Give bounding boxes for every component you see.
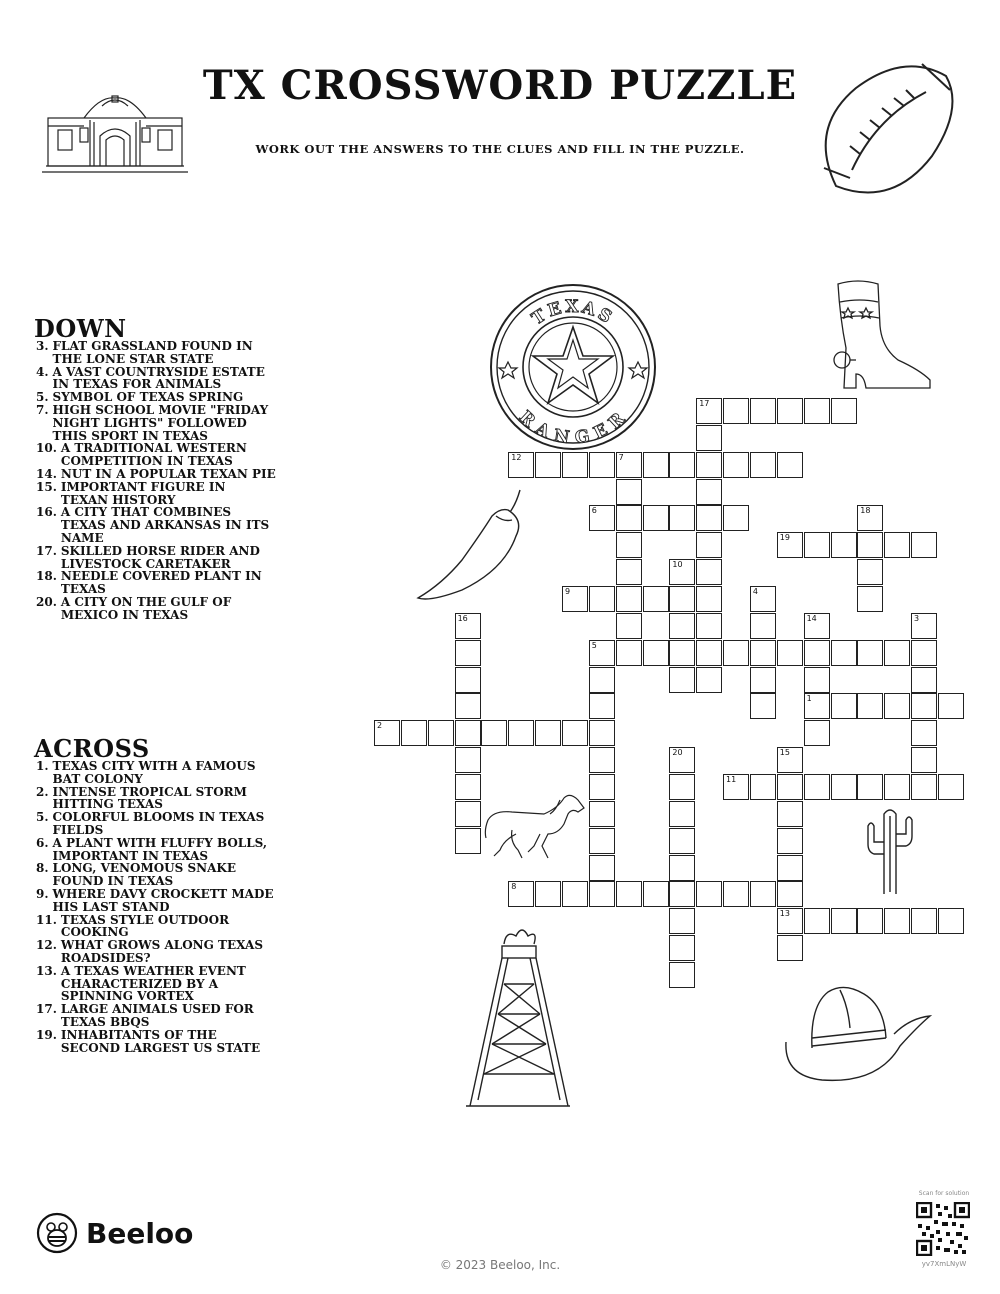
crossword-cell[interactable] (857, 532, 883, 558)
cell-number: 10 (672, 560, 683, 570)
clue-text: LONG, VENOMOUS SNAKE FOUND IN TEXAS (52, 861, 237, 889)
crossword-cell[interactable] (804, 720, 830, 746)
crossword-cell[interactable] (777, 828, 803, 854)
cell-number: 8 (511, 882, 517, 892)
crossword-cell[interactable] (589, 667, 615, 693)
crossword-cell[interactable] (616, 452, 642, 478)
across-clue (36, 760, 276, 786)
down-clue (36, 481, 276, 507)
clue-text: A CITY THAT COMBINES TEXAS AND ARKANSAS IN ITS NAME (60, 505, 270, 545)
across-clue (36, 914, 276, 940)
crossword-cell[interactable] (455, 774, 481, 800)
crossword-cell[interactable] (455, 693, 481, 719)
across-clue (36, 888, 276, 914)
cell-number: 5 (591, 640, 597, 650)
crossword-cell[interactable] (777, 398, 803, 424)
down-clue (36, 506, 276, 544)
crossword-cell[interactable] (669, 855, 695, 881)
crossword-cell[interactable] (857, 640, 883, 666)
cell-number: 18 (860, 506, 871, 516)
clue-number: 4. (36, 364, 49, 379)
across-heading: ACROSS (34, 734, 150, 763)
cell-number: 20 (672, 748, 683, 757)
crossword-cell[interactable] (911, 532, 937, 558)
crossword-cell[interactable] (374, 720, 400, 746)
crossword-cell[interactable] (938, 908, 964, 934)
crossword-cell[interactable] (750, 640, 776, 666)
crossword-cell[interactable] (911, 693, 937, 719)
crossword-cell[interactable] (857, 505, 883, 531)
crossword-cell[interactable] (750, 774, 776, 800)
clue-text: TEXAS STYLE OUTDOOR COOKING (60, 912, 230, 940)
crossword-cell[interactable] (777, 935, 803, 961)
cell-number: 16 (457, 613, 468, 623)
crossword-cell[interactable] (589, 828, 615, 854)
horse-illustration (482, 790, 586, 862)
clue-text: LARGE ANIMALS USED FOR TEXAS BBQS (60, 1002, 254, 1029)
crossword-cell[interactable] (750, 667, 776, 693)
crossword-cell[interactable] (884, 693, 910, 719)
down-clue (36, 442, 276, 468)
crossword-cell[interactable] (589, 452, 615, 478)
crossword-cell[interactable] (669, 613, 695, 639)
clue-number: 14. (36, 466, 57, 481)
clue-number: 17. (36, 1002, 57, 1017)
chili-pepper-illustration (412, 486, 527, 606)
crossword-cell[interactable] (696, 479, 722, 505)
crossword-cell[interactable] (669, 774, 695, 800)
clue-text: INTENSE TROPICAL STORM HITTING TEXAS (52, 784, 247, 812)
clue-text: NUT IN A POPULAR TEXAN PIE (60, 466, 276, 481)
down-clue-list (36, 340, 276, 622)
down-clue (36, 596, 276, 622)
clue-text: NEEDLE COVERED PLANT IN TEXAS (60, 569, 262, 597)
crossword-cell[interactable] (884, 908, 910, 934)
crossword-cell[interactable] (777, 801, 803, 827)
crossword-cell[interactable] (777, 532, 803, 558)
across-clue (36, 1003, 276, 1029)
clue-number: 15. (36, 479, 57, 494)
oil-derrick-illustration (462, 924, 574, 1110)
clue-number: 9. (36, 886, 49, 901)
crossword-cell[interactable] (831, 774, 857, 800)
across-clue (36, 811, 276, 837)
crossword-cell[interactable] (911, 720, 937, 746)
clue-number: 6. (36, 835, 49, 850)
crossword-cell[interactable] (777, 774, 803, 800)
across-clue (36, 837, 276, 863)
down-clue (36, 404, 276, 442)
crossword-cell[interactable] (669, 881, 695, 907)
crossword-cell[interactable] (669, 962, 695, 988)
crossword-cell[interactable] (589, 720, 615, 746)
down-clue (36, 366, 276, 392)
crossword-cell[interactable] (696, 881, 722, 907)
crossword-cell[interactable] (696, 452, 722, 478)
clue-text: FLAT GRASSLAND FOUND IN THE LONE STAR STATE (52, 339, 253, 366)
crossword-cell[interactable] (669, 586, 695, 612)
cowboy-boot-illustration (826, 278, 936, 393)
across-clue-list (36, 760, 276, 1054)
crossword-cell[interactable] (616, 479, 642, 505)
alamo-illustration (40, 92, 190, 174)
crossword-cell[interactable] (455, 667, 481, 693)
clue-number: 18. (36, 569, 57, 584)
down-clue (36, 468, 276, 481)
down-heading: DOWN (34, 314, 127, 343)
cell-number: 15 (779, 748, 790, 757)
clue-number: 3. (36, 339, 49, 353)
clue-number: 7. (36, 402, 49, 417)
crossword-cell[interactable] (857, 693, 883, 719)
crossword-cell[interactable] (669, 747, 695, 773)
crossword-cell[interactable] (911, 774, 937, 800)
crossword-cell[interactable] (696, 505, 722, 531)
crossword-cell[interactable] (589, 881, 615, 907)
page-instructions: WORK OUT THE ANSWERS TO THE CLUES AND FILL IN THE PUZZLE. (255, 142, 745, 156)
clue-text: A PLANT WITH FLUFFY BOLLS, IMPORTANT IN TEXAS (52, 835, 268, 863)
clue-number: 13. (36, 963, 57, 978)
clue-number: 17. (36, 543, 57, 558)
crossword-cell[interactable] (857, 908, 883, 934)
crossword-cell[interactable] (616, 881, 642, 907)
clue-text: A CITY ON THE GULF OF MEXICO IN TEXAS (60, 594, 232, 622)
cell-number: 3 (914, 613, 920, 623)
cell-number: 12 (511, 452, 522, 462)
crossword-cell[interactable] (804, 908, 830, 934)
cell-number: 14 (806, 613, 817, 623)
crossword-cell[interactable] (616, 613, 642, 639)
crossword-cell[interactable] (857, 774, 883, 800)
crossword-cell[interactable] (643, 881, 669, 907)
crossword-cell[interactable] (589, 855, 615, 881)
crossword-cell[interactable] (669, 559, 695, 585)
crossword-cell[interactable] (616, 640, 642, 666)
crossword-cell[interactable] (455, 640, 481, 666)
crossword-cell[interactable] (562, 720, 588, 746)
crossword-cell[interactable] (696, 425, 722, 451)
crossword-cell[interactable] (723, 640, 749, 666)
crossword-cell[interactable] (857, 586, 883, 612)
crossword-cell[interactable] (589, 640, 615, 666)
cell-number: 9 (565, 587, 571, 596)
crossword-cell[interactable] (777, 908, 803, 934)
crossword-cell[interactable] (804, 532, 830, 558)
crossword-cell[interactable] (911, 908, 937, 934)
crossword-cell[interactable] (804, 640, 830, 666)
clue-number: 10. (36, 441, 57, 456)
football-illustration (814, 58, 964, 208)
clue-number: 20. (36, 594, 57, 609)
crossword-cell[interactable] (804, 667, 830, 693)
clue-number: 8. (36, 861, 49, 876)
crossword-cell[interactable] (589, 586, 615, 612)
cowboy-hat-illustration (782, 980, 932, 1090)
crossword-cell[interactable] (562, 881, 588, 907)
crossword-cell[interactable] (455, 747, 481, 773)
crossword-cell[interactable] (723, 774, 749, 800)
crossword-cell[interactable] (616, 586, 642, 612)
cell-number: 17 (699, 399, 710, 408)
crossword-cell[interactable] (696, 586, 722, 612)
crossword-cell[interactable] (669, 452, 695, 478)
crossword-cell[interactable] (723, 452, 749, 478)
crossword-cell[interactable] (857, 559, 883, 585)
crossword-cell[interactable] (643, 640, 669, 666)
across-clue (36, 1029, 276, 1055)
crossword-cell[interactable] (831, 398, 857, 424)
crossword-cell[interactable] (696, 532, 722, 558)
clue-text: IMPORTANT FIGURE IN TEXAN HISTORY (60, 479, 226, 507)
crossword-cell[interactable] (696, 613, 722, 639)
cell-number: 4 (752, 587, 758, 596)
brand-logo (36, 1212, 193, 1254)
crossword-cell[interactable] (508, 720, 534, 746)
clue-text: A TEXAS WEATHER EVENT CHARACTERIZED BY A SPINNING VORTEX (60, 963, 246, 1004)
copyright-text: © 2023 Beeloo, Inc. (439, 1258, 561, 1272)
crossword-cell[interactable] (777, 452, 803, 478)
crossword-cell[interactable] (589, 693, 615, 719)
clue-text: WHAT GROWS ALONG TEXAS ROADSIDES? (60, 938, 263, 965)
crossword-cell[interactable] (669, 935, 695, 961)
clue-text: SKILLED HORSE RIDER AND LIVESTOCK CARETAKER (60, 543, 260, 571)
crossword-cell[interactable] (616, 559, 642, 585)
clue-number: 5. (36, 390, 49, 405)
down-clue (36, 570, 276, 596)
crossword-cell[interactable] (535, 720, 561, 746)
texas-ranger-badge (488, 282, 658, 452)
crossword-cell[interactable] (643, 452, 669, 478)
cell-number: 6 (591, 506, 597, 516)
across-clue (36, 862, 276, 888)
clue-text: TEXAS CITY WITH A FAMOUS BAT COLONY (52, 759, 256, 786)
crossword-cell[interactable] (589, 774, 615, 800)
page-title: TX CROSSWORD PUZZLE (202, 62, 798, 109)
crossword-cell[interactable] (911, 613, 937, 639)
crossword-cell[interactable] (750, 586, 776, 612)
clue-text: HIGH SCHOOL MOVIE "FRIDAY NIGHT LIGHTS" FOLLOWED THIS SPORT IN TEXAS (52, 402, 269, 443)
down-clue (36, 340, 276, 366)
crossword-cell[interactable] (696, 640, 722, 666)
crossword-cell[interactable] (777, 640, 803, 666)
bee-icon (36, 1212, 78, 1254)
crossword-cell[interactable] (804, 774, 830, 800)
svg-text:TEXAS (528, 297, 617, 329)
crossword-cell[interactable] (562, 586, 588, 612)
cactus-illustration (862, 804, 918, 896)
badge-top-text: TEXAS (528, 296, 618, 330)
crossword-cell[interactable] (884, 532, 910, 558)
crossword-cell[interactable] (911, 640, 937, 666)
cell-number: 1 (806, 694, 812, 704)
crossword-cell[interactable] (938, 693, 964, 719)
crossword-cell[interactable] (643, 586, 669, 612)
qr-code-text: yv7XmLNyW (921, 1260, 967, 1268)
crossword-cell[interactable] (669, 640, 695, 666)
down-clue (36, 545, 276, 571)
badge-bottom-text: RANGER (514, 407, 632, 449)
crossword-cell[interactable] (804, 613, 830, 639)
clue-number: 2. (36, 784, 49, 799)
brand-name: Beeloo (86, 1216, 194, 1250)
crossword-cell[interactable] (777, 881, 803, 907)
crossword-cell[interactable] (535, 881, 561, 907)
crossword-cell[interactable] (589, 747, 615, 773)
crossword-cell[interactable] (750, 693, 776, 719)
crossword-cell[interactable] (723, 505, 749, 531)
cell-number: 11 (726, 774, 737, 784)
crossword-cell[interactable] (831, 908, 857, 934)
crossword-cell[interactable] (696, 667, 722, 693)
crossword-cell[interactable] (884, 640, 910, 666)
clue-number: 16. (36, 505, 57, 520)
clue-text: WHERE DAVY CROCKETT MADE HIS LAST STAND (52, 886, 274, 914)
crossword-cell[interactable] (911, 747, 937, 773)
clue-number: 1. (36, 759, 49, 773)
clue-number: 19. (36, 1027, 57, 1042)
crossword-cell[interactable] (455, 801, 481, 827)
across-clue (36, 939, 276, 965)
crossword-cell[interactable] (750, 398, 776, 424)
crossword-cell[interactable] (589, 505, 615, 531)
crossword-cell[interactable] (669, 801, 695, 827)
clue-number: 11. (36, 912, 57, 927)
crossword-cell[interactable] (455, 720, 481, 746)
clue-text: INHABITANTS OF THE SECOND LARGEST US STATE (60, 1027, 261, 1055)
crossword-cell[interactable] (884, 774, 910, 800)
crossword-cell[interactable] (481, 720, 507, 746)
crossword-cell[interactable] (616, 505, 642, 531)
crossword-cell[interactable] (401, 720, 427, 746)
crossword-cell[interactable] (777, 747, 803, 773)
crossword-cell[interactable] (938, 774, 964, 800)
clue-number: 12. (36, 938, 57, 953)
crossword-cell[interactable] (669, 908, 695, 934)
crossword-cell[interactable] (669, 828, 695, 854)
cell-number: 2 (377, 721, 383, 731)
crossword-cell[interactable] (508, 452, 534, 478)
crossword-cell[interactable] (616, 532, 642, 558)
crossword-cell[interactable] (455, 613, 481, 639)
crossword-cell[interactable] (669, 667, 695, 693)
clue-text: A VAST COUNTRYSIDE ESTATE IN TEXAS FOR ANIMALS (52, 364, 265, 392)
crossword-cell[interactable] (508, 881, 534, 907)
crossword-cell[interactable] (750, 881, 776, 907)
crossword-cell[interactable] (831, 532, 857, 558)
qr-code-image[interactable] (916, 1202, 970, 1256)
clue-number: 5. (36, 810, 49, 825)
crossword-cell[interactable] (455, 828, 481, 854)
crossword-cell[interactable] (723, 881, 749, 907)
crossword-cell[interactable] (669, 505, 695, 531)
crossword-cell[interactable] (562, 452, 588, 478)
qr-label: Scan for solution (918, 1190, 970, 1197)
crossword-cell[interactable] (696, 559, 722, 585)
clue-text: COLORFUL BLOOMS IN TEXAS FIELDS (52, 810, 265, 837)
crossword-cell[interactable] (804, 398, 830, 424)
clue-text: SYMBOL OF TEXAS SPRING (52, 390, 244, 405)
crossword-cell[interactable] (804, 693, 830, 719)
crossword-cell[interactable] (831, 693, 857, 719)
cell-number: 13 (779, 909, 790, 919)
across-clue (36, 965, 276, 1003)
crossword-cell[interactable] (911, 667, 937, 693)
crossword-cell[interactable] (831, 640, 857, 666)
crossword-cell[interactable] (750, 613, 776, 639)
crossword-cell[interactable] (643, 505, 669, 531)
crossword-cell[interactable] (723, 398, 749, 424)
crossword-cell[interactable] (428, 720, 454, 746)
cell-number: 7 (618, 452, 624, 462)
crossword-cell[interactable] (589, 801, 615, 827)
crossword-cell[interactable] (696, 398, 722, 424)
crossword-cell[interactable] (750, 452, 776, 478)
crossword-cell[interactable] (777, 855, 803, 881)
crossword-cell[interactable] (535, 452, 561, 478)
clue-text: A TRADITIONAL WESTERN COMPETITION IN TEXAS (60, 441, 247, 469)
cell-number: 19 (779, 533, 790, 543)
across-clue (36, 786, 276, 812)
